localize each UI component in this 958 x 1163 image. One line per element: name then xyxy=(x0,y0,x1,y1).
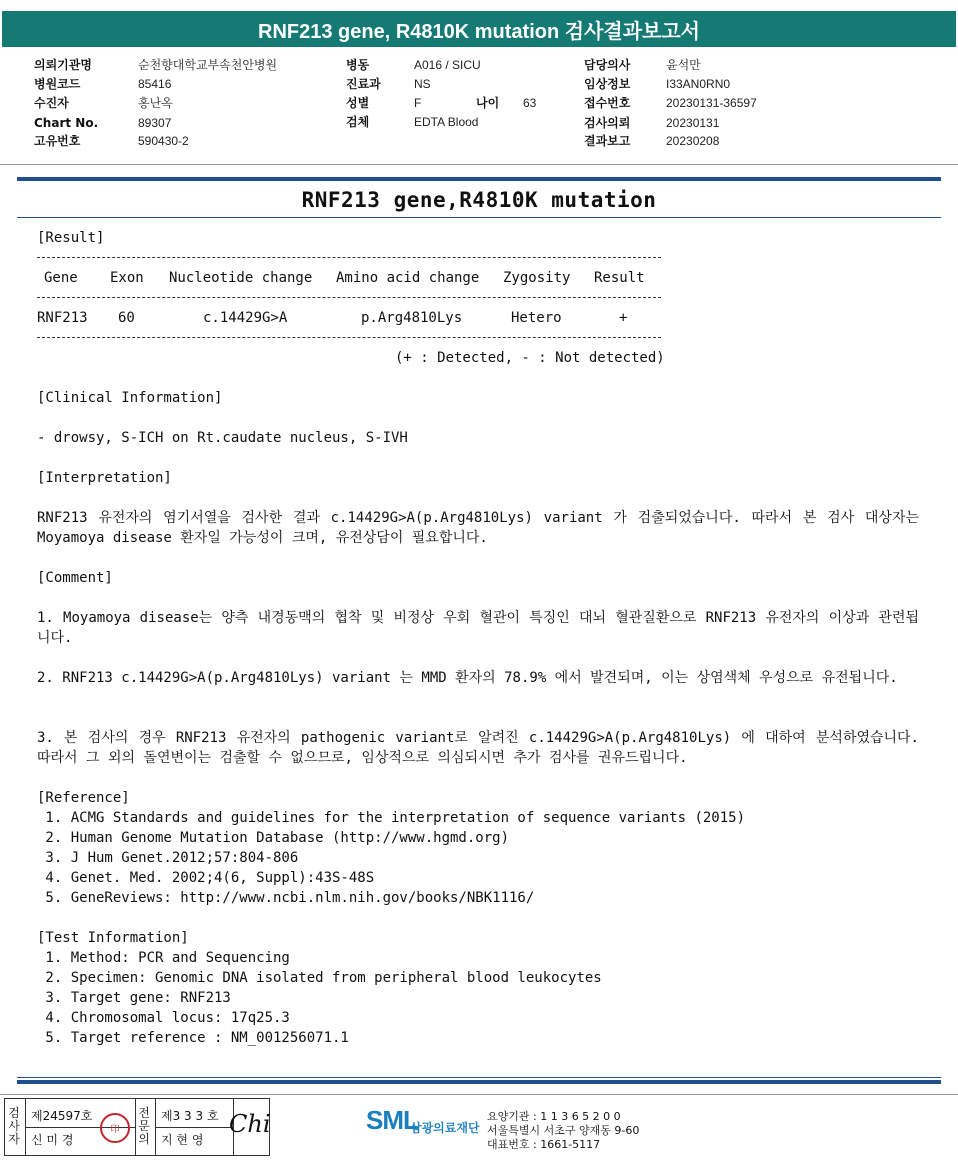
interpretation-heading: [Interpretation] xyxy=(37,470,172,486)
test-info-item: 3. Target gene: RNF213 xyxy=(37,990,231,1006)
col-header-gene: Gene xyxy=(44,270,78,286)
test-info-item: 5. Target reference : NM_001256071.1 xyxy=(37,1030,349,1046)
footer-rule-thin xyxy=(17,1077,941,1078)
info-value: I33AN0RN0 xyxy=(666,77,731,91)
reference-item: 1. ACMG Standards and guidelines for the interpretation of sequence variants (2015) xyxy=(37,810,746,826)
age-label: 나이 xyxy=(476,96,500,110)
reference-item: 5. GeneReviews: http://www.ncbi.nlm.nih.gov/books/NBK1116/ xyxy=(37,890,535,906)
info-value: 순천향대학교부속천안병원 xyxy=(138,58,278,72)
age-value: 63 xyxy=(523,96,537,110)
info-label: 검사의뢰 xyxy=(584,116,631,130)
reference-item: 2. Human Genome Mutation Database (http://www.hgmd.org) xyxy=(37,830,510,846)
specialist-name: 지 현 영 xyxy=(161,1133,204,1147)
address: 서울특별시 서초구 양재동 9-60 xyxy=(487,1124,640,1137)
table-rule xyxy=(37,337,661,338)
table-rule xyxy=(37,257,661,258)
seal-stamp: 印 xyxy=(100,1113,130,1143)
footer-rule-thick xyxy=(17,1080,941,1084)
document-title: RNF213 gene,R4810K mutation xyxy=(301,188,657,212)
info-value: 20230131 xyxy=(666,116,720,130)
info-label: 수진자 xyxy=(34,96,69,110)
title-rule-top xyxy=(17,177,941,181)
test-info-item: 4. Chromosomal locus: 17q25.3 xyxy=(37,1010,290,1026)
result-legend: (+ : Detected, - : Not detected) xyxy=(395,350,665,366)
signature-image: Chi xyxy=(229,1110,271,1138)
info-value: EDTA Blood xyxy=(414,115,479,129)
org-name: 삼광의료재단 xyxy=(410,1121,480,1135)
info-label: 접수번호 xyxy=(584,96,631,110)
info-label: 고유번호 xyxy=(34,134,81,148)
specialist-license-no: 제3 3 3 호 xyxy=(161,1109,219,1123)
specialist-vertical-label: 전 문 의 xyxy=(138,1106,150,1146)
cell-gene: RNF213 xyxy=(37,310,88,326)
table-rule xyxy=(37,297,661,298)
cell-amino: p.Arg4810Lys xyxy=(361,310,463,326)
tester-vertical-label: 검 사 자 xyxy=(8,1106,20,1146)
info-label: 임상정보 xyxy=(584,77,631,91)
info-label: 담당의사 xyxy=(584,58,631,72)
info-value: 20230131-36597 xyxy=(666,96,757,110)
info-value: F xyxy=(414,96,422,110)
tester-license-no: 제24597호 xyxy=(31,1109,93,1123)
reference-heading: [Reference] xyxy=(37,790,130,806)
footer-divider xyxy=(0,1094,958,1095)
interpretation-text: RNF213 유전자의 염기서열을 검사한 결과 c.14429G>A(p.Arg4810Lys) variant 가 검출되었습니다. 따라서 본 검사 대상자는 Moyamoya disease 환자일 가능성이 크며, 유전상담이 필요합니다. xyxy=(37,510,919,546)
test-info-item: 2. Specimen: Genomic DNA isolated from peripheral blood leukocytes xyxy=(37,970,602,986)
info-label: 성별 xyxy=(346,96,370,110)
clinical-heading: [Clinical Information] xyxy=(37,390,223,406)
info-value: A016 / SICU xyxy=(414,58,481,72)
cell-zygosity: Hetero xyxy=(511,310,562,326)
col-header-amino: Amino acid change xyxy=(336,270,480,286)
info-value: 89307 xyxy=(138,116,172,130)
comment-heading: [Comment] xyxy=(37,570,113,586)
cell-exon: 60 xyxy=(118,310,135,326)
comment-item: 1. Moyamoya disease는 양측 내경동맥의 협착 및 비정상 우회 혈관이 특징인 대뇌 혈관질환으로 RNF213 유전자의 이상과 관련됩니다. xyxy=(37,610,919,646)
col-header-exon: Exon xyxy=(110,270,144,286)
report-header-title: RNF213 gene, R4810K mutation 검사결과보고서 xyxy=(2,11,956,47)
col-header-nucleotide: Nucleotide change xyxy=(169,270,313,286)
info-label: Chart No. xyxy=(34,116,99,130)
info-value: 85416 xyxy=(138,77,172,91)
patient-info-panel xyxy=(0,54,958,164)
reference-item: 3. J Hum Genet.2012;57:804-806 xyxy=(37,850,299,866)
cell-nucleotide: c.14429G>A xyxy=(203,310,288,326)
info-value: 590430-2 xyxy=(138,134,189,148)
col-header-zygosity: Zygosity xyxy=(503,270,571,286)
col-header-result: Result xyxy=(594,270,645,286)
info-value: NS xyxy=(414,77,431,91)
sml-logo: SML xyxy=(366,1105,418,1135)
cell-result: + xyxy=(619,310,628,326)
reference-item: 4. Genet. Med. 2002;4(6, Suppl):43S-48S xyxy=(37,870,375,886)
header-divider xyxy=(0,164,958,165)
info-value: 홍난옥 xyxy=(138,96,173,110)
phone: 대표번호 : 1661-5117 xyxy=(487,1138,601,1151)
info-label: 의뢰기관명 xyxy=(34,58,92,72)
test-info-heading: [Test Information] xyxy=(37,930,189,946)
result-heading: [Result] xyxy=(37,230,105,246)
comment-item: 2. RNF213 c.14429G>A(p.Arg4810Lys) variant 는 MMD 환자의 78.9% 에서 발견되며, 이는 상염색체 우성으로 유전됩니다. xyxy=(37,670,898,686)
care-code: 요양기관 : 1 1 3 6 5 2 0 0 xyxy=(487,1110,621,1123)
comment-item: 3. 본 검사의 경우 RNF213 유전자의 pathogenic variant로 알려진 c.14429G>A(p.Arg4810Lys) 에 대하여 분석하였습니다. 따라서 그 외의 돌연변이는 검출할 수 없으므로, 임상적으로 의심되시면 추가 검사를 권유드립니다. xyxy=(37,730,919,766)
info-value: 20230208 xyxy=(666,134,720,148)
tester-name: 신 미 경 xyxy=(31,1133,74,1147)
info-label: 검체 xyxy=(346,115,370,129)
header-bar xyxy=(0,0,958,58)
info-label: 병원코드 xyxy=(34,77,81,91)
test-info-item: 1. Method: PCR and Sequencing xyxy=(37,950,290,966)
clinical-text: - drowsy, S-ICH on Rt.caudate nucleus, S-IVH xyxy=(37,430,408,446)
info-value: 윤석만 xyxy=(666,58,701,72)
title-rule-bottom xyxy=(17,217,941,218)
info-label: 결과보고 xyxy=(584,134,631,148)
info-label: 진료과 xyxy=(346,77,381,91)
info-label: 병동 xyxy=(346,58,370,72)
